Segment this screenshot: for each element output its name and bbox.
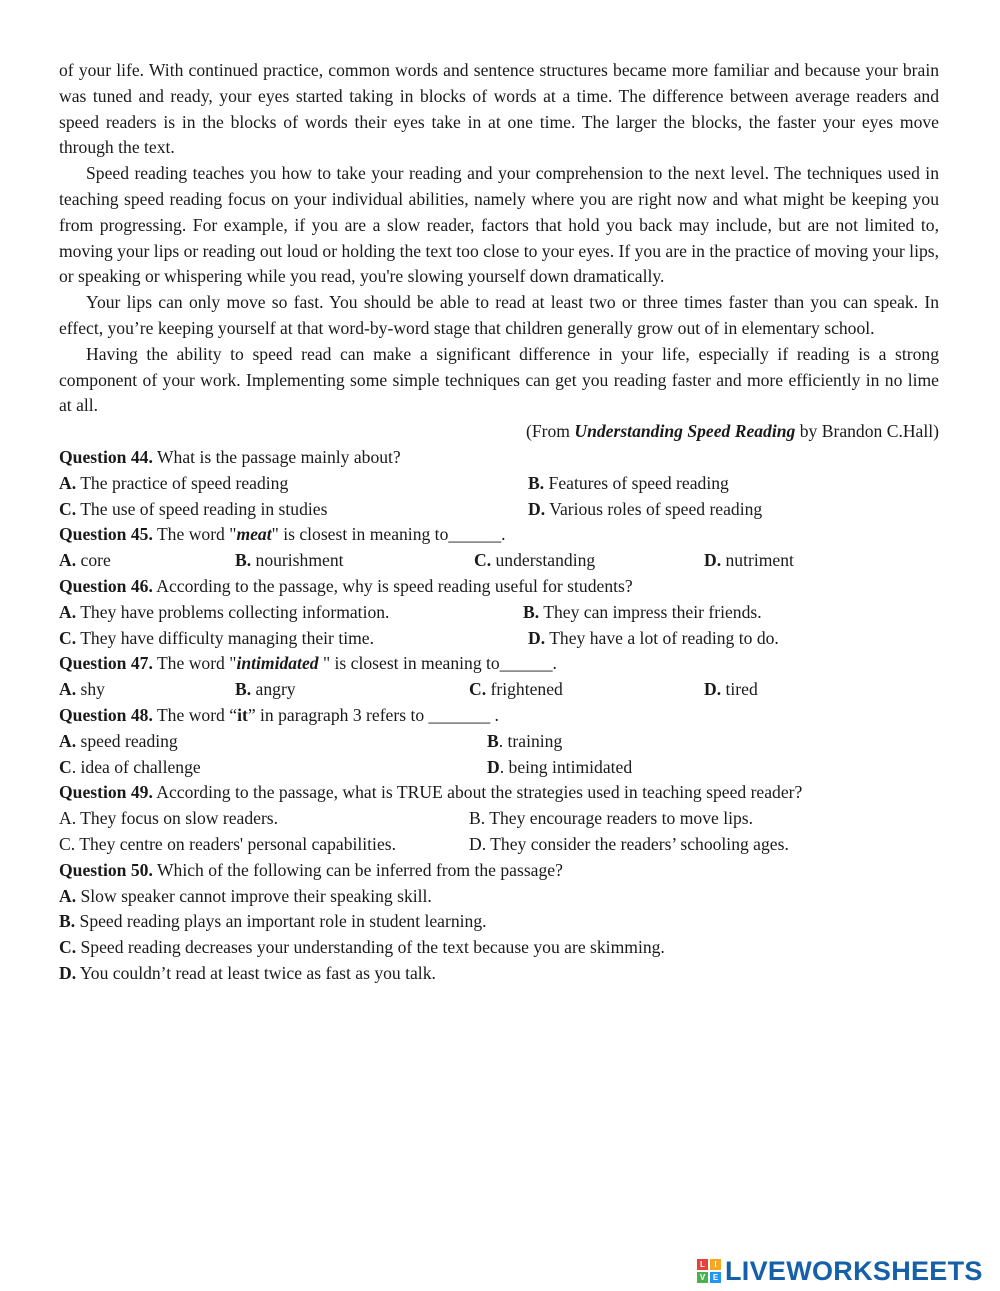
option-letter: A. (59, 679, 77, 700)
question-49-option-c[interactable]: C. They centre on readers' personal capabilities. (59, 833, 396, 854)
question-44-stem (59, 445, 939, 471)
question-47-option-d[interactable] (704, 677, 758, 703)
option-letter: A. (59, 550, 77, 571)
option-text: tired (721, 679, 758, 700)
question-46-options-row-1 (59, 600, 939, 626)
question-44-option-d[interactable] (528, 497, 762, 523)
question-50-option-b[interactable] (59, 909, 939, 935)
question-46-option-a[interactable] (59, 600, 523, 626)
question-46-option-d[interactable] (528, 626, 779, 652)
question-49-option-b[interactable]: B. They encourage readers to move lips. (469, 808, 754, 829)
question-48-option-a[interactable] (59, 729, 487, 755)
question-48-label: Question 48. (59, 704, 153, 725)
question-47-option-a[interactable] (59, 677, 235, 703)
question-50-label: Question 50. (59, 859, 153, 880)
question-44-label: Question 44. (59, 446, 153, 467)
option-letter: D. (528, 627, 546, 648)
question-47-text-post: " is closest in meaning to______. (318, 653, 557, 674)
passage-paragraph-3: Your lips can only move so fast. You should be able to read at least two or three times faster than you can speak. In effect, you’re keeping yourself at that word-by-word stage that children generally grow out of in elementary school. (59, 292, 939, 338)
question-49-stem (59, 780, 939, 806)
question-44-options-row-2 (59, 497, 939, 523)
option-letter: D. (704, 550, 722, 571)
question-48-target-word: it (237, 704, 248, 725)
question-49-options-row-2 (59, 832, 939, 858)
option-letter: D. (704, 679, 722, 700)
question-49-option-a[interactable]: A. They focus on slow readers. (59, 808, 279, 829)
question-50-text: Which of the following can be inferred from the passage? (152, 859, 563, 880)
option-letter: B (487, 730, 499, 751)
option-letter: C. (59, 937, 77, 958)
question-45-text-post: " is closest in meaning to______. (271, 524, 506, 545)
question-49-label: Question 49. (59, 782, 153, 803)
question-45-option-b[interactable] (235, 548, 474, 574)
question-47-target-word: intimidated (236, 653, 319, 674)
citation-title: Understanding Speed Reading (574, 421, 796, 442)
option-letter: B. (235, 550, 252, 571)
option-letter: C. (474, 550, 492, 571)
option-text: shy (76, 679, 105, 700)
liveworksheets-logo[interactable] (697, 1254, 983, 1288)
question-45-option-d[interactable] (704, 548, 794, 574)
option-text: Various roles of speed reading (545, 498, 763, 519)
option-letter: B. (528, 472, 545, 493)
logo-text: LIVEWORKSHEETS (725, 1255, 983, 1286)
question-48-option-d[interactable] (487, 755, 632, 781)
question-45-label: Question 45. (59, 524, 153, 545)
question-45-stem (59, 522, 939, 548)
passage-paragraph-1: of your life. With continued practice, common words and sentence structures became more familiar and because your brain was tuned and ready, your eyes started taking in blocks of words at a time. The difference between average readers and speed readers is in the blocks of words their eyes take in at one time. The larger the blocks, the faster your eyes move through the text. (59, 60, 939, 158)
option-text: speed reading (76, 730, 178, 751)
option-text: frightened (486, 679, 563, 700)
option-text: Slow speaker cannot improve their speaking skill. (76, 885, 432, 906)
option-letter: A. (59, 472, 77, 493)
question-46-stem (59, 574, 939, 600)
logo-mark-tile: I (710, 1259, 721, 1270)
question-48-options-row-2 (59, 755, 939, 781)
option-text: You couldn’t read at least twice as fast as you talk. (76, 962, 436, 983)
question-45-target-word: meat (236, 524, 272, 545)
question-47-label: Question 47. (59, 653, 153, 674)
question-44-option-a[interactable] (59, 471, 528, 497)
option-text: Features of speed reading (544, 472, 729, 493)
option-letter: A. (59, 885, 77, 906)
citation-author: by Brandon C.Hall) (795, 421, 939, 442)
option-text: They can impress their friends. (539, 601, 762, 622)
question-46-options-row-2 (59, 626, 939, 652)
option-letter: D. (528, 498, 546, 519)
option-letter: D. (59, 962, 77, 983)
option-text: . training (498, 730, 563, 751)
option-text: nutriment (721, 550, 794, 571)
option-text: Speed reading plays an important role in student learning. (75, 911, 487, 932)
question-45-text-pre: The word " (152, 524, 237, 545)
logo-mark-tile: E (710, 1272, 721, 1283)
question-46-label: Question 46. (59, 575, 153, 596)
option-text: understanding (491, 550, 596, 571)
question-47-text-pre: The word " (152, 653, 237, 674)
option-text: The use of speed reading in studies (76, 498, 328, 519)
question-44-option-c[interactable] (59, 497, 528, 523)
option-letter: C. (469, 679, 487, 700)
question-48-option-c[interactable] (59, 755, 487, 781)
question-49-text: According to the passage, what is TRUE about the strategies used in teaching speed reader? (152, 782, 803, 803)
question-46-text: According to the passage, why is speed reading useful for students? (152, 575, 633, 596)
option-letter: B. (59, 911, 76, 932)
option-letter: C. (59, 627, 77, 648)
question-49-option-d[interactable]: D. They consider the readers’ schooling ages. (469, 833, 789, 854)
option-letter: D (487, 756, 500, 777)
option-letter: C. (59, 498, 77, 519)
question-44-option-b[interactable] (528, 471, 729, 497)
option-text: angry (251, 679, 296, 700)
question-49-options-row-1 (59, 806, 939, 832)
option-text: nourishment (251, 550, 344, 571)
question-48-option-b[interactable] (487, 729, 562, 755)
passage-paragraph-2: Speed reading teaches you how to take your reading and your comprehension to the next level. The techniques used in teaching speed reading focus on your individual abilities, namely where you are right now and what might be keeping you from progressing. For example, if you are a slow reader, factors that hold you back may include, but are not limited to, moving your lips or reading out loud or holding the text too close to your eyes. If you are in the practice of moving your lips, or speaking or whispering while you read, you're slowing yourself down dramatically. (59, 163, 939, 287)
question-48-text-pre: The word “ (152, 704, 238, 725)
logo-mark-icon (697, 1259, 721, 1283)
question-48-options-row-1 (59, 729, 939, 755)
question-47-option-c[interactable] (469, 677, 704, 703)
question-50-option-a[interactable] (59, 884, 939, 910)
passage-paragraph-4: Having the ability to speed read can make a significant difference in your life, especially if reading is a strong component of your work. Implementing some simple techniques can get you reading faster and more efficiently in no lime at all. (59, 343, 939, 416)
question-50-option-c[interactable] (59, 935, 939, 961)
citation-prefix: (From (526, 421, 575, 442)
citation (59, 419, 939, 445)
question-48-stem (59, 703, 939, 729)
worksheet-page (59, 58, 939, 987)
question-47-options (59, 677, 939, 703)
question-45-option-a[interactable] (59, 548, 235, 574)
question-45-option-c[interactable] (474, 548, 704, 574)
option-text: The practice of speed reading (76, 472, 289, 493)
option-text: Speed reading decreases your understanding of the text because you are skimming. (76, 937, 665, 958)
question-47-option-b[interactable] (235, 677, 469, 703)
question-44-options-row-1 (59, 471, 939, 497)
logo-mark-tile: V (697, 1272, 708, 1283)
question-48-text-post: ” in paragraph 3 refers to _______ . (247, 704, 499, 725)
question-45-options (59, 548, 939, 574)
option-text: They have difficulty managing their time. (76, 627, 374, 648)
option-text: . idea of challenge (71, 756, 201, 777)
option-text: They have a lot of reading to do. (545, 627, 779, 648)
option-text: core (76, 550, 111, 571)
logo-mark-tile: L (697, 1259, 708, 1270)
question-47-stem (59, 651, 939, 677)
question-50-option-d[interactable] (59, 961, 939, 987)
option-text: . being intimidated (499, 756, 633, 777)
question-50-stem (59, 858, 939, 884)
option-letter: B. (235, 679, 252, 700)
question-46-option-b[interactable] (523, 600, 762, 626)
question-44-text: What is the passage mainly about? (152, 446, 401, 467)
option-letter: C (59, 756, 72, 777)
option-letter: A. (59, 601, 77, 622)
option-letter: A. (59, 730, 77, 751)
question-46-option-c[interactable] (59, 626, 528, 652)
option-text: They have problems collecting information. (76, 601, 390, 622)
option-letter: B. (523, 601, 540, 622)
